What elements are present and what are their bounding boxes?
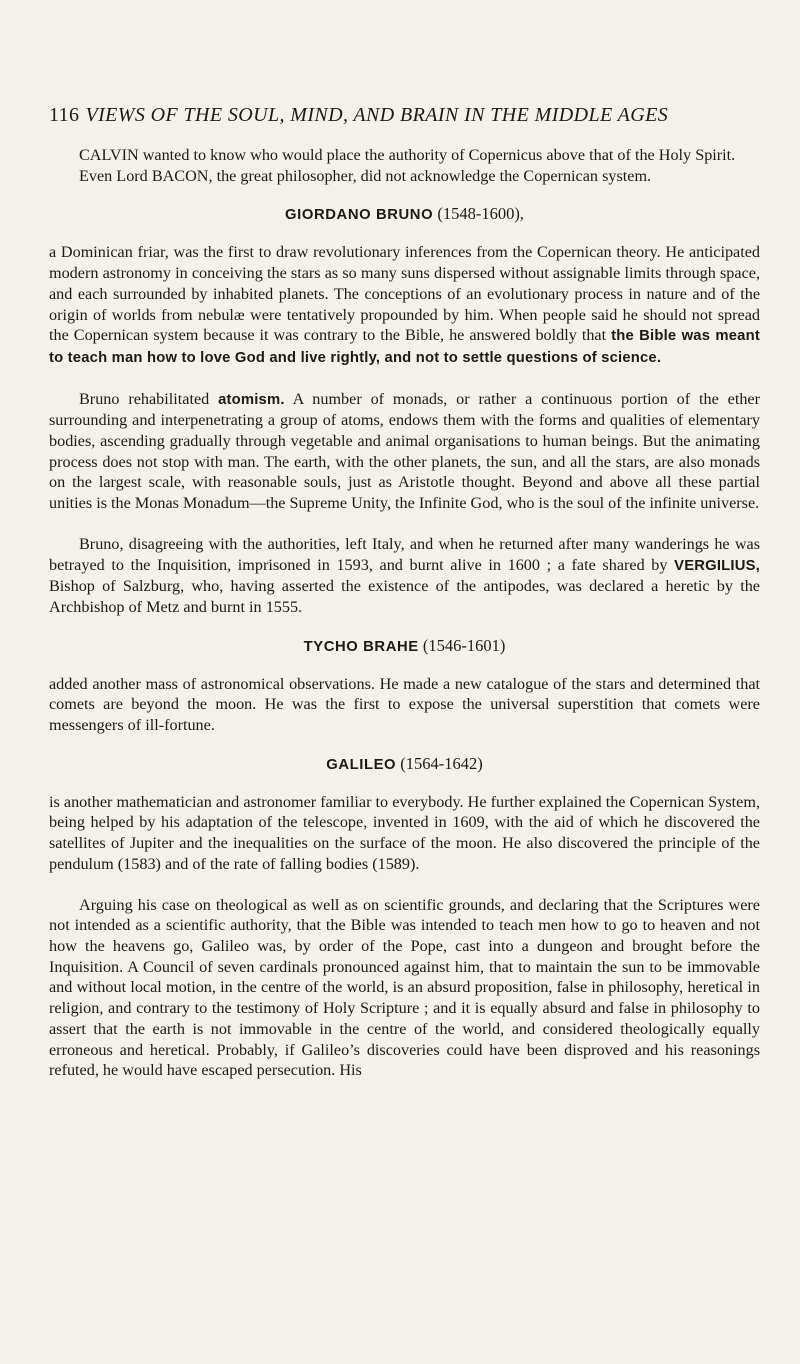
bruno-p3-bold: VERGILIUS,	[674, 557, 760, 574]
brahe-heading-name: TYCHO BRAHE	[303, 638, 419, 655]
running-title: VIEWS OF THE SOUL, MIND, AND BRAIN IN THE MIDDLE AGES	[85, 104, 669, 126]
bruno-heading-dates: (1548-1600),	[437, 204, 524, 224]
page-number: 116	[49, 104, 80, 126]
bruno-heading	[49, 204, 760, 224]
galileo-paragraph-1: is another mathematician and astronomer familiar to everybody. He further explained the Copernican System, being helped by his adaptation of the telescope, invented in 1609, with the aid of which he discovered the satellites of Jupiter and the inequalities on the surface of the moon. He also discovered the principle of the pendulum (1583) and of the rate of falling bodies (1589).	[49, 792, 760, 873]
bruno-p1-text: a Dominican friar, was the first to draw revolutionary inferences from the Copernican theory. He anticipated modern astronomy in conceiving the stars as so many suns dispersed without assignable limits through space, and each surrounded by inhabited planets. The conceptions of an evolutionary process in nature and of the origin of worlds from nebulæ were tentatively propounded by him. When people said he should not spread the Copernican system because it was contrary to the Bible, he answered boldly that	[49, 243, 760, 345]
bruno-paragraph-1	[49, 242, 760, 368]
brahe-paragraph: added another mass of astronomical observations. He made a new catalogue of the stars and determined that comets are beyond the moon. He was the first to expose the universal superstition that comets were messengers of ill-fortune.	[49, 674, 760, 735]
galileo-heading	[49, 754, 760, 774]
bruno-p1-bold: the Bible was meant to teach man how to love God and live rightly, and not to settle questions of science.	[49, 328, 760, 366]
galileo-paragraph-2: Arguing his case on theological as well as on scientific grounds, and declaring that the Scriptures were not intended as a scientific authority, that the Bible was intended to teach men how to go to heaven and not how the heavens go, Galileo was, by order of the Pope, cast into a dungeon and brought before the Inquisition. A Council of seven cardinals pronounced against him, that to maintain the sun to be immovable and without local motion, in the centre of the world, is an absurd proposition, false in philosophy, heretical in religion, and contrary to the testimony of Holy Scripture ; and it is equally absurd and false in philosophy to assert that the earth is not immovable in the centre of the world, and considered theologically equally erroneous and heretical. Probably, if Galileo’s discoveries could have been disproved and his reasonings refuted, he would have escaped persecution. His	[49, 895, 760, 1080]
bruno-heading-name: GIORDANO BRUNO	[285, 207, 434, 224]
bacon-paragraph: Even Lord BACON, the great philosopher, did not acknowledge the Copernican system.	[79, 166, 652, 185]
bruno-paragraph-3	[49, 534, 760, 618]
galileo-heading-dates: (1564-1642)	[400, 753, 483, 773]
calvin-paragraph: CALVIN wanted to know who would place the authority of Copernicus above that of the Holy Spirit.	[79, 146, 736, 164]
bruno-paragraph-2	[49, 389, 760, 514]
brahe-heading-dates: (1546-1601)	[422, 635, 506, 655]
galileo-heading-name: GALILEO	[326, 756, 397, 773]
bruno-p2-start: Bruno rehabilitated	[79, 389, 219, 408]
bruno-p3-start: Bruno, disagreeing with the authorities, left Italy, and when he returned after many wanderings he was betrayed to the Inquisition, imprisoned in 1593, and burnt alive in 1600 ; a fate shared by	[49, 534, 760, 574]
brahe-heading	[49, 636, 760, 656]
running-header	[49, 104, 760, 127]
bruno-p2-rest: A number of monads, or rather a continuous portion of the ether surrounding and interpenetrating a group of atoms, endows them with the forms and qualities of elementary bodies, ascending gradually through vegetable and animal organisations to human beings. But the animating process does not stop with man. The earth, with the other planets, the sun, and all the stars, are also monads on the largest scale, with reasonable souls, just as Aristotle thought. Beyond and above all these partial unities is the Monas Monadum—the Supreme Unity, the Infinite God, who is the soul of the infinite universe.	[49, 389, 760, 513]
bruno-p3-rest: Bishop of Salzburg, who, having asserted the existence of the antipodes, was declared a heretic by the Archbishop of Metz and burnt in 1555.	[49, 577, 760, 616]
bruno-p2-bold: atomism.	[218, 391, 285, 408]
